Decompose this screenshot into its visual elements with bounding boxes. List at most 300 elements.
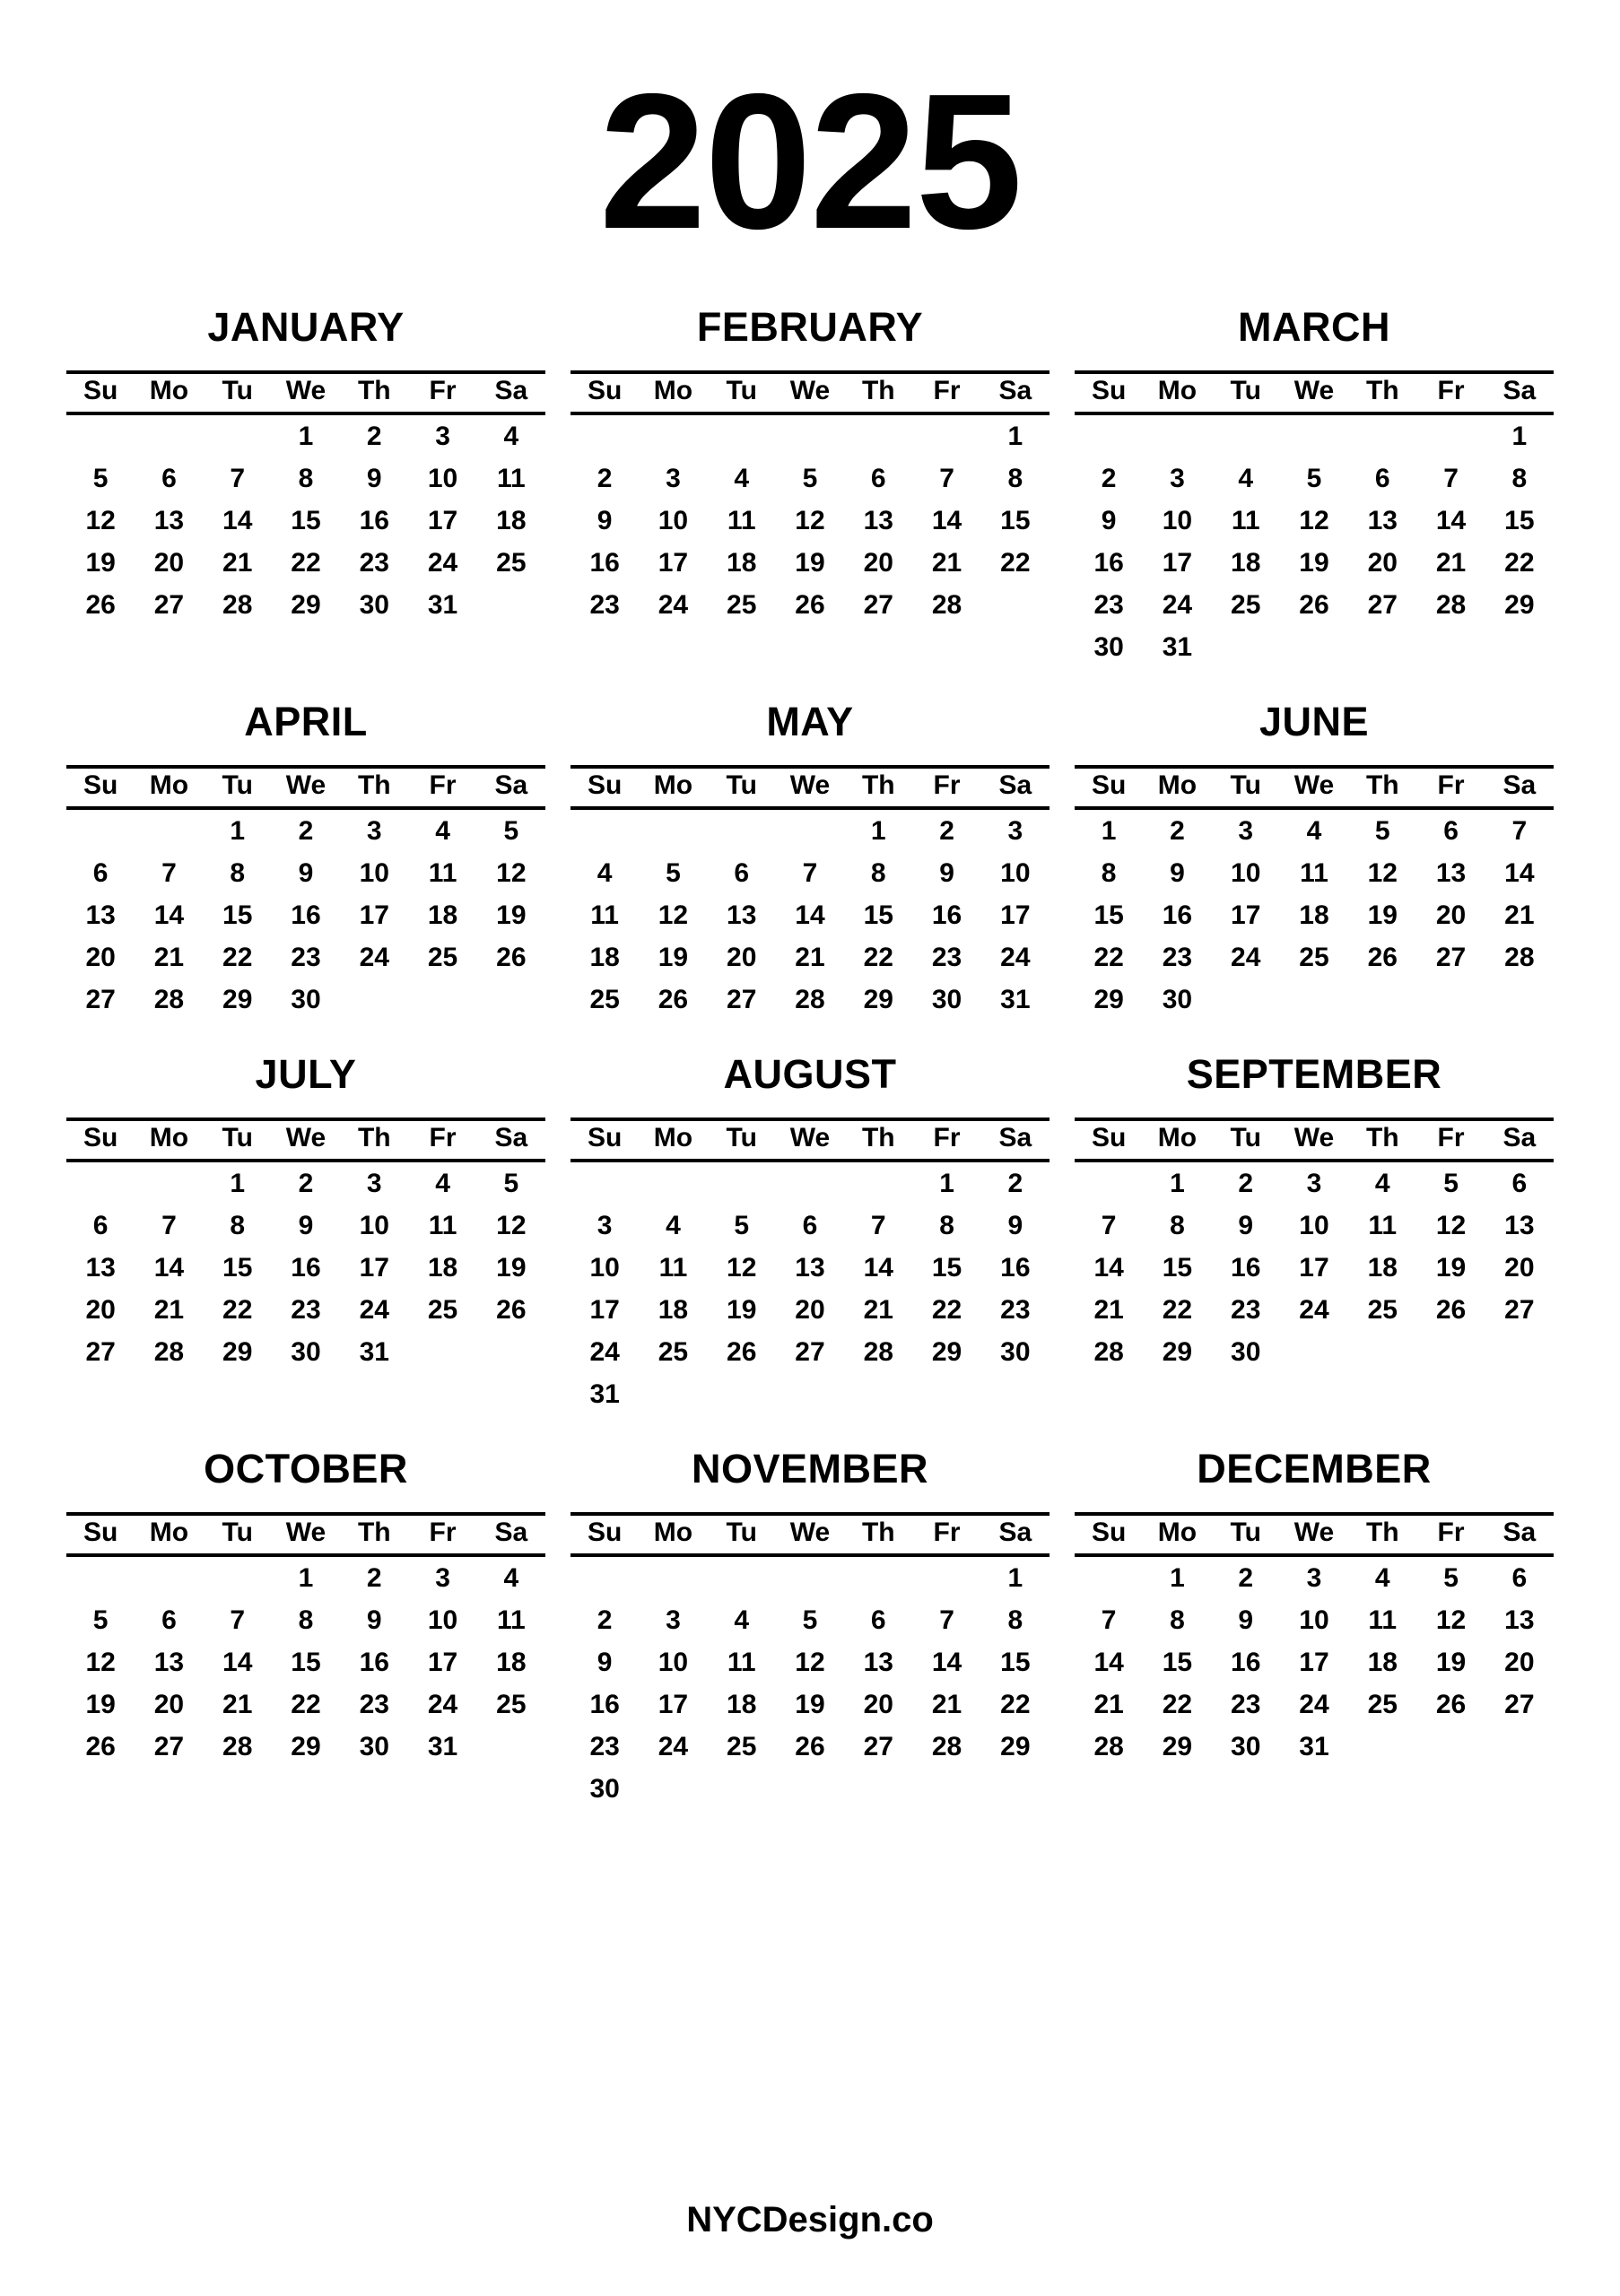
day-cell[interactable]: 28: [1093, 1337, 1124, 1367]
day-cell[interactable]: 12: [1299, 506, 1329, 535]
day-cell[interactable]: 24: [1299, 1295, 1329, 1325]
day-cell[interactable]: 22: [931, 1295, 962, 1325]
day-cell[interactable]: 8: [298, 1605, 314, 1635]
day-cell[interactable]: 8: [1511, 464, 1528, 493]
day-cell[interactable]: 16: [1231, 1648, 1261, 1677]
day-cell[interactable]: 9: [1238, 1211, 1254, 1240]
day-cell[interactable]: 5: [503, 816, 519, 846]
day-cell[interactable]: 5: [92, 1605, 109, 1635]
day-cell[interactable]: 22: [1162, 1295, 1193, 1325]
day-cell[interactable]: 29: [863, 985, 893, 1014]
day-cell[interactable]: 10: [359, 1211, 389, 1240]
day-cell[interactable]: 2: [298, 816, 314, 846]
day-cell[interactable]: 8: [870, 858, 886, 888]
day-cell[interactable]: 21: [1093, 1690, 1124, 1719]
day-cell[interactable]: 1: [230, 816, 246, 846]
day-cell[interactable]: 17: [427, 506, 458, 535]
day-cell[interactable]: 8: [939, 1211, 954, 1240]
day-cell[interactable]: 18: [427, 1253, 458, 1283]
day-cell[interactable]: 18: [727, 1690, 757, 1719]
day-cell[interactable]: 30: [359, 1732, 389, 1761]
day-cell[interactable]: 14: [795, 900, 825, 930]
day-cell[interactable]: 6: [734, 858, 750, 888]
day-cell[interactable]: 18: [589, 943, 620, 972]
day-cell[interactable]: 3: [1007, 816, 1023, 846]
day-cell[interactable]: 22: [1093, 943, 1124, 972]
day-cell[interactable]: 6: [1511, 1563, 1528, 1593]
day-cell[interactable]: 30: [1093, 632, 1124, 662]
day-cell[interactable]: 3: [666, 1605, 681, 1635]
day-cell[interactable]: 30: [1231, 1337, 1261, 1367]
day-cell[interactable]: 20: [795, 1295, 825, 1325]
day-cell[interactable]: 26: [1435, 1295, 1467, 1325]
day-cell[interactable]: 24: [658, 590, 689, 620]
day-cell[interactable]: 16: [1231, 1253, 1261, 1283]
day-cell[interactable]: 2: [1238, 1563, 1254, 1593]
day-cell[interactable]: 27: [863, 590, 893, 620]
day-cell[interactable]: 7: [870, 1211, 886, 1240]
day-cell[interactable]: 27: [1435, 943, 1467, 972]
day-cell[interactable]: 20: [1367, 548, 1398, 578]
day-cell[interactable]: 22: [1000, 548, 1031, 578]
day-cell[interactable]: 1: [298, 1563, 314, 1593]
day-cell[interactable]: 7: [230, 464, 246, 493]
day-cell[interactable]: 4: [597, 858, 613, 888]
day-cell[interactable]: 7: [1101, 1605, 1117, 1635]
day-cell[interactable]: 23: [1162, 943, 1193, 972]
day-cell[interactable]: 26: [85, 1732, 116, 1761]
day-cell[interactable]: 10: [427, 1605, 458, 1635]
day-cell[interactable]: 11: [658, 1253, 688, 1283]
day-cell[interactable]: 19: [1299, 548, 1329, 578]
day-cell[interactable]: 3: [1306, 1169, 1322, 1198]
day-cell[interactable]: 25: [1231, 590, 1261, 620]
day-cell[interactable]: 11: [428, 858, 457, 888]
day-cell[interactable]: 22: [1000, 1690, 1031, 1719]
day-cell[interactable]: 6: [1374, 464, 1390, 493]
day-cell[interactable]: 19: [727, 1295, 757, 1325]
day-cell[interactable]: 3: [435, 1563, 450, 1593]
day-cell[interactable]: 8: [230, 1211, 246, 1240]
day-cell[interactable]: 13: [795, 1253, 825, 1283]
day-cell[interactable]: 20: [85, 1295, 116, 1325]
day-cell[interactable]: 15: [863, 900, 893, 930]
day-cell[interactable]: 3: [1238, 816, 1254, 846]
day-cell[interactable]: 20: [727, 943, 757, 972]
day-cell[interactable]: 7: [802, 858, 818, 888]
day-cell[interactable]: 15: [222, 1253, 253, 1283]
day-cell[interactable]: 17: [1299, 1648, 1329, 1677]
day-cell[interactable]: 13: [1504, 1211, 1535, 1240]
day-cell[interactable]: 29: [291, 1732, 321, 1761]
day-cell[interactable]: 28: [153, 985, 185, 1014]
day-cell[interactable]: 8: [1007, 1605, 1023, 1635]
day-cell[interactable]: 8: [230, 858, 246, 888]
day-cell[interactable]: 12: [496, 1211, 527, 1240]
day-cell[interactable]: 16: [589, 548, 620, 578]
day-cell[interactable]: 23: [589, 590, 620, 620]
day-cell[interactable]: 11: [496, 1605, 526, 1635]
day-cell[interactable]: 8: [1101, 858, 1117, 888]
day-cell[interactable]: 27: [863, 1732, 893, 1761]
day-cell[interactable]: 15: [1093, 900, 1124, 930]
day-cell[interactable]: 13: [863, 1648, 893, 1677]
day-cell[interactable]: 11: [727, 506, 756, 535]
day-cell[interactable]: 14: [1504, 858, 1535, 888]
day-cell[interactable]: 19: [496, 1253, 527, 1283]
day-cell[interactable]: 3: [435, 422, 450, 451]
day-cell[interactable]: 9: [1170, 858, 1185, 888]
day-cell[interactable]: 12: [496, 858, 527, 888]
day-cell[interactable]: 30: [291, 985, 321, 1014]
day-cell[interactable]: 8: [1170, 1211, 1185, 1240]
day-cell[interactable]: 7: [939, 1605, 954, 1635]
day-cell[interactable]: 9: [1101, 506, 1117, 535]
day-cell[interactable]: 23: [359, 548, 389, 578]
day-cell[interactable]: 2: [366, 422, 382, 451]
day-cell[interactable]: 1: [1170, 1169, 1185, 1198]
day-cell[interactable]: 2: [1238, 1169, 1254, 1198]
day-cell[interactable]: 8: [298, 464, 314, 493]
day-cell[interactable]: 7: [1443, 464, 1459, 493]
day-cell[interactable]: 9: [1007, 1211, 1023, 1240]
day-cell[interactable]: 12: [658, 900, 689, 930]
day-cell[interactable]: 17: [1299, 1253, 1329, 1283]
day-cell[interactable]: 12: [1367, 858, 1398, 888]
day-cell[interactable]: 3: [666, 464, 681, 493]
day-cell[interactable]: 9: [1238, 1605, 1254, 1635]
day-cell[interactable]: 23: [291, 943, 321, 972]
day-cell[interactable]: 18: [1231, 548, 1261, 578]
day-cell[interactable]: 14: [863, 1253, 893, 1283]
day-cell[interactable]: 26: [1367, 943, 1398, 972]
day-cell[interactable]: 3: [1306, 1563, 1322, 1593]
day-cell[interactable]: 19: [795, 1690, 825, 1719]
day-cell[interactable]: 29: [291, 590, 321, 620]
day-cell[interactable]: 21: [153, 1295, 185, 1325]
day-cell[interactable]: 23: [359, 1690, 389, 1719]
day-cell[interactable]: 10: [359, 858, 389, 888]
day-cell[interactable]: 17: [1000, 900, 1031, 930]
day-cell[interactable]: 18: [427, 900, 458, 930]
day-cell[interactable]: 28: [1504, 943, 1535, 972]
day-cell[interactable]: 16: [1000, 1253, 1031, 1283]
day-cell[interactable]: 29: [222, 1337, 253, 1367]
day-cell[interactable]: 6: [161, 1605, 177, 1635]
day-cell[interactable]: 27: [153, 590, 185, 620]
day-cell[interactable]: 10: [1231, 858, 1261, 888]
day-cell[interactable]: 23: [1231, 1690, 1261, 1719]
day-cell[interactable]: 9: [298, 1211, 314, 1240]
day-cell[interactable]: 10: [1299, 1211, 1329, 1240]
day-cell[interactable]: 31: [1000, 985, 1031, 1014]
day-cell[interactable]: 23: [1231, 1295, 1261, 1325]
day-cell[interactable]: 26: [795, 590, 825, 620]
day-cell[interactable]: 15: [222, 900, 253, 930]
day-cell[interactable]: 26: [85, 590, 116, 620]
day-cell[interactable]: 9: [939, 858, 954, 888]
day-cell[interactable]: 25: [496, 1690, 527, 1719]
day-cell[interactable]: 11: [1368, 1605, 1398, 1635]
day-cell[interactable]: 1: [1170, 1563, 1185, 1593]
day-cell[interactable]: 26: [727, 1337, 757, 1367]
day-cell[interactable]: 28: [222, 590, 253, 620]
day-cell[interactable]: 19: [1435, 1648, 1467, 1677]
day-cell[interactable]: 5: [92, 464, 109, 493]
day-cell[interactable]: 11: [590, 900, 619, 930]
day-cell[interactable]: 23: [291, 1295, 321, 1325]
day-cell[interactable]: 22: [1504, 548, 1535, 578]
day-cell[interactable]: 24: [1231, 943, 1261, 972]
day-cell[interactable]: 31: [427, 590, 458, 620]
day-cell[interactable]: 26: [496, 943, 527, 972]
day-cell[interactable]: 7: [161, 858, 177, 888]
day-cell[interactable]: 18: [1367, 1253, 1398, 1283]
day-cell[interactable]: 6: [1443, 816, 1459, 846]
day-cell[interactable]: 31: [1299, 1732, 1329, 1761]
day-cell[interactable]: 16: [1162, 900, 1193, 930]
day-cell[interactable]: 9: [597, 506, 613, 535]
day-cell[interactable]: 6: [870, 1605, 886, 1635]
day-cell[interactable]: 15: [1000, 1648, 1031, 1677]
day-cell[interactable]: 1: [870, 816, 886, 846]
day-cell[interactable]: 4: [503, 1563, 519, 1593]
day-cell[interactable]: 14: [1435, 506, 1467, 535]
day-cell[interactable]: 5: [802, 1605, 818, 1635]
day-cell[interactable]: 5: [802, 464, 818, 493]
day-cell[interactable]: 24: [427, 1690, 458, 1719]
day-cell[interactable]: 17: [359, 1253, 389, 1283]
day-cell[interactable]: 13: [1435, 858, 1467, 888]
day-cell[interactable]: 7: [939, 464, 954, 493]
day-cell[interactable]: 30: [1162, 985, 1193, 1014]
day-cell[interactable]: 20: [863, 1690, 893, 1719]
day-cell[interactable]: 14: [222, 506, 253, 535]
day-cell[interactable]: 22: [291, 548, 321, 578]
day-cell[interactable]: 15: [931, 1253, 962, 1283]
day-cell[interactable]: 25: [658, 1337, 689, 1367]
day-cell[interactable]: 13: [85, 900, 116, 930]
day-cell[interactable]: 13: [85, 1253, 116, 1283]
day-cell[interactable]: 21: [153, 943, 185, 972]
day-cell[interactable]: 25: [1367, 1690, 1398, 1719]
day-cell[interactable]: 19: [85, 548, 116, 578]
day-cell[interactable]: 2: [1101, 464, 1117, 493]
day-cell[interactable]: 6: [1511, 1169, 1528, 1198]
day-cell[interactable]: 11: [1368, 1211, 1398, 1240]
day-cell[interactable]: 30: [291, 1337, 321, 1367]
day-cell[interactable]: 30: [1231, 1732, 1261, 1761]
day-cell[interactable]: 22: [863, 943, 893, 972]
day-cell[interactable]: 30: [589, 1774, 620, 1804]
day-cell[interactable]: 4: [503, 422, 519, 451]
day-cell[interactable]: 13: [1504, 1605, 1535, 1635]
day-cell[interactable]: 28: [931, 590, 962, 620]
day-cell[interactable]: 30: [1000, 1337, 1031, 1367]
day-cell[interactable]: 19: [1367, 900, 1398, 930]
day-cell[interactable]: 21: [222, 548, 253, 578]
day-cell[interactable]: 16: [291, 1253, 321, 1283]
day-cell[interactable]: 17: [589, 1295, 620, 1325]
day-cell[interactable]: 28: [931, 1732, 962, 1761]
day-cell[interactable]: 10: [1162, 506, 1193, 535]
day-cell[interactable]: 16: [359, 1648, 389, 1677]
day-cell[interactable]: 29: [1504, 590, 1535, 620]
day-cell[interactable]: 1: [1511, 422, 1528, 451]
day-cell[interactable]: 3: [597, 1211, 613, 1240]
day-cell[interactable]: 21: [1093, 1295, 1124, 1325]
day-cell[interactable]: 25: [427, 943, 458, 972]
day-cell[interactable]: 13: [727, 900, 757, 930]
day-cell[interactable]: 14: [931, 506, 962, 535]
day-cell[interactable]: 26: [496, 1295, 527, 1325]
day-cell[interactable]: 9: [366, 464, 382, 493]
day-cell[interactable]: 28: [153, 1337, 185, 1367]
day-cell[interactable]: 10: [1000, 858, 1031, 888]
day-cell[interactable]: 10: [658, 506, 689, 535]
day-cell[interactable]: 29: [1162, 1732, 1193, 1761]
day-cell[interactable]: 4: [435, 1169, 450, 1198]
day-cell[interactable]: 18: [727, 548, 757, 578]
day-cell[interactable]: 21: [222, 1690, 253, 1719]
day-cell[interactable]: 31: [1162, 632, 1193, 662]
day-cell[interactable]: 20: [85, 943, 116, 972]
day-cell[interactable]: 15: [1162, 1648, 1193, 1677]
day-cell[interactable]: 19: [496, 900, 527, 930]
day-cell[interactable]: 12: [1435, 1605, 1467, 1635]
day-cell[interactable]: 1: [230, 1169, 246, 1198]
day-cell[interactable]: 16: [589, 1690, 620, 1719]
day-cell[interactable]: 14: [1093, 1648, 1124, 1677]
day-cell[interactable]: 27: [795, 1337, 825, 1367]
day-cell[interactable]: 5: [1306, 464, 1322, 493]
day-cell[interactable]: 28: [1435, 590, 1467, 620]
day-cell[interactable]: 26: [658, 985, 689, 1014]
day-cell[interactable]: 17: [359, 900, 389, 930]
day-cell[interactable]: 7: [1101, 1211, 1117, 1240]
day-cell[interactable]: 28: [863, 1337, 893, 1367]
day-cell[interactable]: 20: [1504, 1648, 1535, 1677]
day-cell[interactable]: 27: [85, 985, 116, 1014]
day-cell[interactable]: 4: [435, 816, 450, 846]
day-cell[interactable]: 6: [802, 1211, 818, 1240]
day-cell[interactable]: 24: [359, 943, 389, 972]
day-cell[interactable]: 4: [734, 1605, 750, 1635]
day-cell[interactable]: 14: [153, 900, 185, 930]
day-cell[interactable]: 13: [863, 506, 893, 535]
day-cell[interactable]: 19: [85, 1690, 116, 1719]
day-cell[interactable]: 2: [597, 464, 613, 493]
day-cell[interactable]: 11: [1300, 858, 1328, 888]
day-cell[interactable]: 1: [1007, 422, 1023, 451]
day-cell[interactable]: 10: [658, 1648, 689, 1677]
day-cell[interactable]: 25: [496, 548, 527, 578]
day-cell[interactable]: 24: [658, 1732, 689, 1761]
day-cell[interactable]: 22: [222, 943, 253, 972]
day-cell[interactable]: 1: [298, 422, 314, 451]
day-cell[interactable]: 20: [153, 1690, 185, 1719]
day-cell[interactable]: 26: [795, 1732, 825, 1761]
day-cell[interactable]: 10: [1299, 1605, 1329, 1635]
day-cell[interactable]: 16: [359, 506, 389, 535]
day-cell[interactable]: 12: [727, 1253, 757, 1283]
day-cell[interactable]: 28: [1093, 1732, 1124, 1761]
day-cell[interactable]: 14: [1093, 1253, 1124, 1283]
day-cell[interactable]: 31: [589, 1379, 620, 1409]
day-cell[interactable]: 1: [1101, 816, 1117, 846]
day-cell[interactable]: 20: [153, 548, 185, 578]
day-cell[interactable]: 1: [1007, 1563, 1023, 1593]
day-cell[interactable]: 19: [1435, 1253, 1467, 1283]
day-cell[interactable]: 12: [795, 1648, 825, 1677]
day-cell[interactable]: 15: [291, 506, 321, 535]
day-cell[interactable]: 13: [1367, 506, 1398, 535]
day-cell[interactable]: 1: [939, 1169, 954, 1198]
day-cell[interactable]: 22: [291, 1690, 321, 1719]
day-cell[interactable]: 18: [658, 1295, 689, 1325]
day-cell[interactable]: 31: [359, 1337, 389, 1367]
day-cell[interactable]: 17: [658, 1690, 689, 1719]
day-cell[interactable]: 15: [1000, 506, 1031, 535]
day-cell[interactable]: 21: [863, 1295, 893, 1325]
day-cell[interactable]: 24: [589, 1337, 620, 1367]
day-cell[interactable]: 11: [727, 1648, 756, 1677]
day-cell[interactable]: 5: [666, 858, 681, 888]
day-cell[interactable]: 12: [1435, 1211, 1467, 1240]
day-cell[interactable]: 6: [92, 858, 109, 888]
day-cell[interactable]: 27: [153, 1732, 185, 1761]
day-cell[interactable]: 8: [1170, 1605, 1185, 1635]
day-cell[interactable]: 3: [366, 816, 382, 846]
day-cell[interactable]: 5: [734, 1211, 750, 1240]
day-cell[interactable]: 9: [366, 1605, 382, 1635]
day-cell[interactable]: 12: [795, 506, 825, 535]
day-cell[interactable]: 17: [658, 548, 689, 578]
day-cell[interactable]: 15: [1504, 506, 1535, 535]
day-cell[interactable]: 26: [1299, 590, 1329, 620]
day-cell[interactable]: 4: [1374, 1169, 1390, 1198]
day-cell[interactable]: 25: [1367, 1295, 1398, 1325]
day-cell[interactable]: 21: [931, 548, 962, 578]
day-cell[interactable]: 9: [298, 858, 314, 888]
day-cell[interactable]: 2: [597, 1605, 613, 1635]
day-cell[interactable]: 6: [92, 1211, 109, 1240]
day-cell[interactable]: 31: [427, 1732, 458, 1761]
day-cell[interactable]: 24: [1299, 1690, 1329, 1719]
day-cell[interactable]: 28: [795, 985, 825, 1014]
day-cell[interactable]: 17: [1231, 900, 1261, 930]
day-cell[interactable]: 27: [85, 1337, 116, 1367]
day-cell[interactable]: 12: [85, 506, 116, 535]
day-cell[interactable]: 9: [597, 1648, 613, 1677]
day-cell[interactable]: 25: [589, 985, 620, 1014]
day-cell[interactable]: 7: [230, 1605, 246, 1635]
day-cell[interactable]: 12: [85, 1648, 116, 1677]
day-cell[interactable]: 25: [427, 1295, 458, 1325]
day-cell[interactable]: 25: [727, 1732, 757, 1761]
day-cell[interactable]: 7: [1511, 816, 1528, 846]
day-cell[interactable]: 11: [428, 1211, 457, 1240]
day-cell[interactable]: 18: [496, 1648, 527, 1677]
day-cell[interactable]: 20: [1504, 1253, 1535, 1283]
day-cell[interactable]: 10: [589, 1253, 620, 1283]
day-cell[interactable]: 18: [496, 506, 527, 535]
day-cell[interactable]: 22: [222, 1295, 253, 1325]
day-cell[interactable]: 27: [1367, 590, 1398, 620]
day-cell[interactable]: 29: [1000, 1732, 1031, 1761]
day-cell[interactable]: 2: [1007, 1169, 1023, 1198]
day-cell[interactable]: 21: [1504, 900, 1535, 930]
